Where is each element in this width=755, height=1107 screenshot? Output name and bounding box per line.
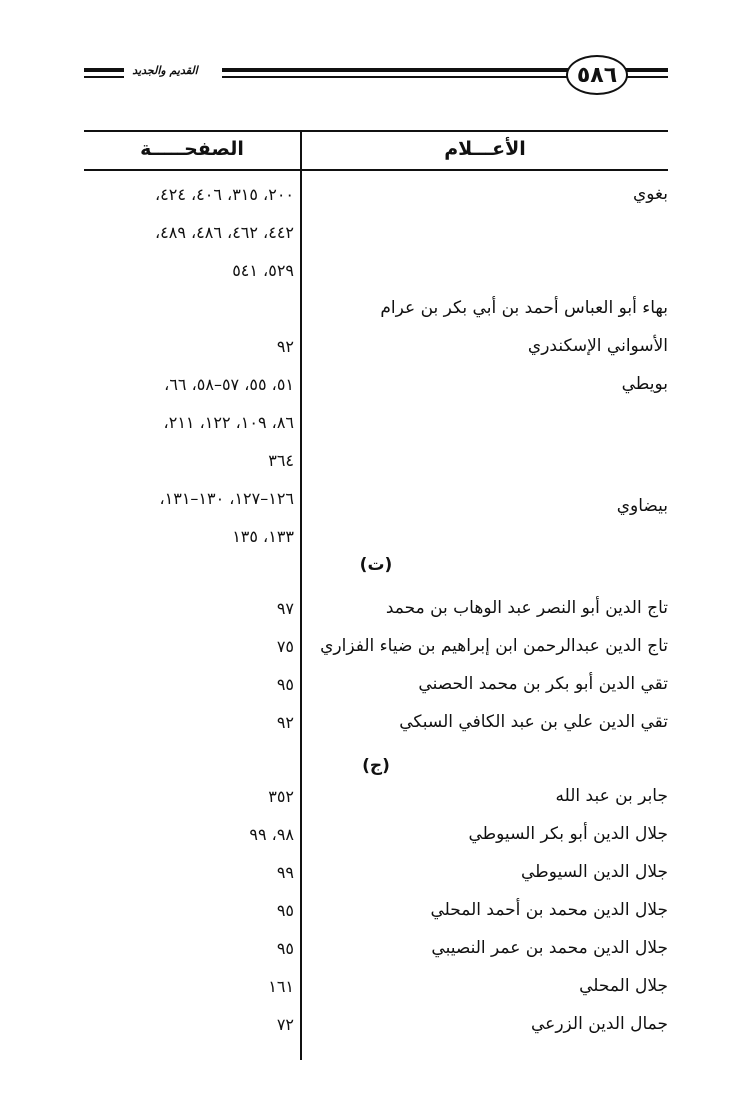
index-row bbox=[84, 780, 668, 818]
entry-name: جلال الدين محمد بن عمر النصيبي bbox=[431, 938, 668, 958]
page-header bbox=[0, 0, 755, 110]
index-row bbox=[84, 444, 668, 482]
entry-pages: ٩٢ bbox=[276, 713, 294, 732]
index-row bbox=[84, 482, 668, 520]
entry-pages: ٩٥ bbox=[276, 939, 294, 958]
entry-pages: ٥١، ٥٥، ٥٧–٥٨، ٦٦، bbox=[164, 375, 294, 394]
entry-name: الأسواني الإسكندري bbox=[527, 336, 668, 356]
index-row bbox=[84, 932, 668, 970]
entry-name: تقي الدين أبو بكر بن محمد الحصني bbox=[418, 674, 668, 694]
entry-name: بيضاوي bbox=[616, 496, 668, 516]
entry-pages: ٤٤٢، ٤٦٢، ٤٨٦، ٤٨٩، bbox=[154, 223, 294, 242]
entry-pages: ٨٦، ١٠٩، ١٢٢، ٢١١، bbox=[163, 413, 294, 432]
entry-name: بويطي bbox=[621, 374, 668, 394]
index-row bbox=[84, 706, 668, 744]
entry-name: بهاء أبو العباس أحمد بن أبي بكر بن عرام bbox=[380, 298, 668, 318]
index-row bbox=[84, 216, 668, 254]
entry-pages: ٩٥ bbox=[276, 675, 294, 694]
column-header-pages: الصفحـــــة bbox=[140, 138, 244, 160]
header-rule-left-thick bbox=[84, 68, 124, 72]
index-row bbox=[84, 818, 668, 856]
index-row bbox=[84, 254, 668, 292]
entry-name: جابر بن عبد الله bbox=[555, 786, 668, 806]
table-header-rule bbox=[84, 169, 668, 171]
page-number: ٥٨٦ bbox=[566, 55, 628, 95]
entry-pages: ٧٥ bbox=[276, 637, 294, 656]
entry-pages: ٩٢ bbox=[276, 337, 294, 356]
index-row bbox=[84, 520, 668, 558]
entry-pages: ١٣٣، ١٣٥ bbox=[232, 527, 294, 546]
entry-pages: ١٦١ bbox=[268, 977, 294, 996]
entry-pages: ٣٦٤ bbox=[268, 451, 294, 470]
index-row bbox=[84, 856, 668, 894]
index-row bbox=[84, 970, 668, 1008]
entry-name: بغوي bbox=[632, 184, 668, 204]
entry-name: جلال المحلي bbox=[579, 976, 668, 996]
section-heading-t: (ت) bbox=[359, 555, 393, 575]
book-title: القديم والجديد bbox=[132, 64, 198, 77]
entry-name: جلال الدين محمد بن أحمد المحلي bbox=[430, 900, 668, 920]
entry-pages: ٩٥ bbox=[276, 901, 294, 920]
header-rule-right-thin bbox=[626, 76, 668, 78]
index-row bbox=[84, 178, 668, 216]
header-rule-right-thick bbox=[626, 68, 668, 72]
entry-pages: ٢٠٠، ٣١٥، ٤٠٦، ٤٢٤، bbox=[154, 185, 294, 204]
index-row bbox=[84, 406, 668, 444]
entry-pages: ٩٧ bbox=[276, 599, 294, 618]
entry-name: تقي الدين علي بن عبد الكافي السبكي bbox=[399, 712, 668, 732]
header-rule-middle-thick bbox=[222, 68, 568, 72]
index-row bbox=[84, 630, 668, 668]
entry-pages: ٩٩ bbox=[276, 863, 294, 882]
entry-pages: ٥٢٩، ٥٤١ bbox=[232, 261, 294, 280]
index-row bbox=[84, 1008, 668, 1046]
table-top-rule bbox=[84, 130, 668, 132]
index-row bbox=[84, 292, 668, 330]
index-row bbox=[84, 368, 668, 406]
entry-pages: ٧٢ bbox=[276, 1015, 294, 1034]
section-heading-j: (ج) bbox=[362, 756, 390, 776]
header-rule-left-thin bbox=[84, 76, 124, 78]
column-header-names: الأعـــلام bbox=[444, 138, 526, 160]
entry-name: تاج الدين أبو النصر عبد الوهاب بن محمد bbox=[385, 598, 668, 618]
entry-name: تاج الدين عبدالرحمن ابن إبراهيم بن ضياء الفزاري bbox=[320, 636, 668, 656]
index-row bbox=[84, 330, 668, 368]
entry-pages: ١٢٦–١٢٧، ١٣٠–١٣١، bbox=[159, 489, 294, 508]
index-row bbox=[84, 668, 668, 706]
header-rule-middle-thin bbox=[222, 76, 568, 78]
entry-name: جلال الدين أبو بكر السيوطي bbox=[468, 824, 668, 844]
index-row bbox=[84, 894, 668, 932]
entry-pages: ٣٥٢ bbox=[268, 787, 294, 806]
entry-name: جمال الدين الزرعي bbox=[531, 1014, 668, 1034]
entry-name: جلال الدين السيوطي bbox=[521, 862, 668, 882]
index-row bbox=[84, 592, 668, 630]
entry-pages: ٩٨، ٩٩ bbox=[249, 825, 294, 844]
